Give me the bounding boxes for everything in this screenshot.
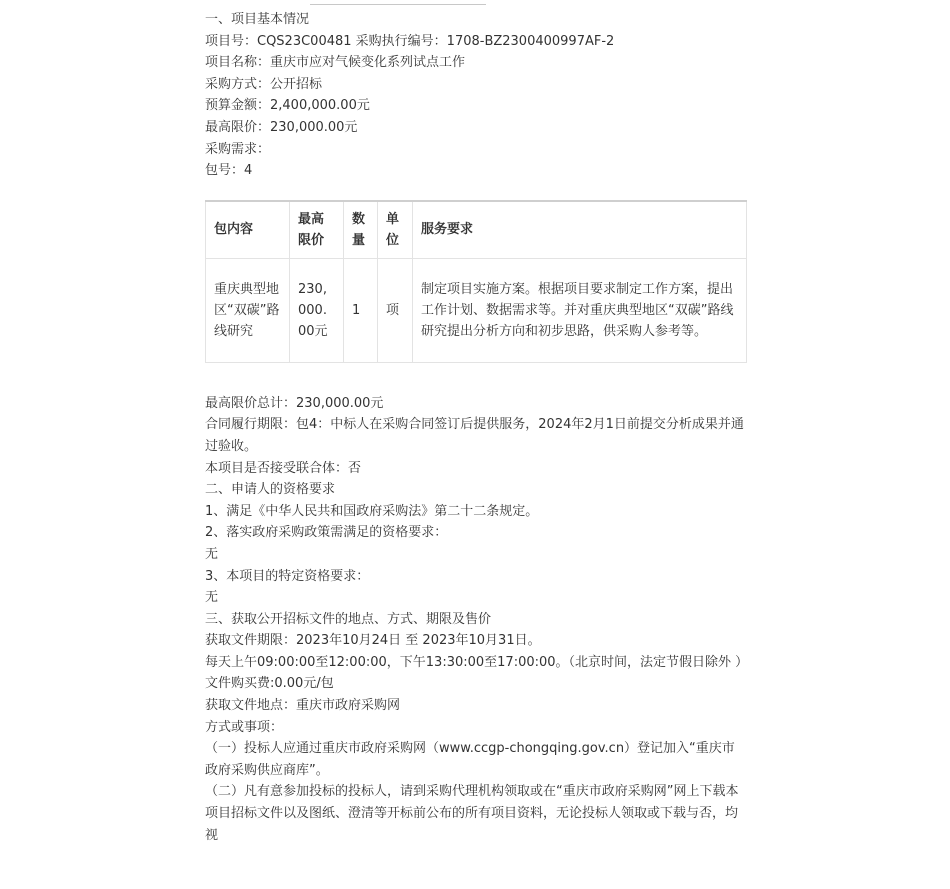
contract-period: 合同履行期限：包4：中标人在采购合同签订后提供服务，2024年2月1日前提交分析成果并通过验收。: [205, 417, 744, 454]
section1-heading: 一、项目基本情况: [205, 12, 310, 27]
table-header-row: [206, 201, 747, 259]
cell-unit: 项: [378, 258, 413, 362]
consortium-accepted: 本项目是否接受联合体：否: [205, 460, 362, 476]
qualification-item3: 3、本项目的特定资格要求：: [205, 568, 370, 584]
requirements-table: [205, 200, 747, 363]
cell-quantity: 1: [344, 258, 378, 362]
document-location: 获取文件地点：重庆市政府采购网: [205, 698, 401, 714]
max-price-total: 最高限价总计：230,000.00元: [205, 395, 384, 411]
announcement-body: [205, 9, 749, 846]
budget-amount: 预算金额：2,400,000.00元: [205, 98, 370, 114]
table-row: [206, 258, 747, 362]
header-quantity: 数量: [344, 201, 378, 259]
daily-hours: 每天上午09:00:00至12:00:00，下午13:30:00至17:00:00。（北京时间，法定节假日除外 ）: [205, 654, 749, 670]
requirements-label: 采购需求：: [205, 141, 271, 157]
document-price: 文件购买费:0.00元/包: [205, 676, 334, 692]
package-number: 包号：4: [205, 163, 253, 179]
header-requirements: 服务要求: [413, 201, 747, 259]
header-unit: 单位: [378, 201, 413, 259]
method-note2: （二）凡有意参加投标的投标人，请到采购代理机构领取或在“重庆市政府采购网”网上下载本项目招标文件以及图纸、澄清等开标前公布的所有项目资料，无论投标人领取或下载与否，均视: [205, 784, 739, 843]
cell-max-price: 230,000.00元: [290, 258, 344, 362]
section2-heading: 二、申请人的资格要求: [205, 482, 336, 498]
qualification-item2: 2、落实政府采购政策需满足的资格要求：: [205, 525, 448, 541]
project-number: 项目号：CQS23C00481 采购执行编号：1708-BZ2300400997AF-2: [205, 33, 615, 49]
section3-heading: 三、获取公开招标文件的地点、方式、期限及售价: [205, 611, 492, 627]
procurement-method: 采购方式：公开招标: [205, 76, 323, 92]
cell-content: 重庆典型地区“双碳”路线研究: [206, 258, 290, 362]
method-note1: （一）投标人应通过重庆市政府采购网（www.ccgp-chongqing.gov.cn）登记加入“重庆市政府采购供应商库”。: [205, 741, 735, 778]
document-period: 获取文件期限：2023年10月24日 至 2023年10月31日。: [205, 633, 541, 649]
max-price: 最高限价：230,000.00元: [205, 119, 358, 135]
requirements-table-wrapper: [205, 200, 746, 363]
header-content: 包内容: [206, 201, 290, 259]
qualification-item1: 1、满足《中华人民共和国政府采购法》第二十二条规定。: [205, 503, 539, 519]
qualification-item3-value: 无: [205, 590, 219, 606]
top-divider: [310, 4, 486, 5]
project-name: 项目名称：重庆市应对气候变化系列试点工作: [205, 55, 466, 71]
cell-requirements: 制定项目实施方案。根据项目要求制定工作方案，提出工作计划、数据需求等。并对重庆典型地区“双碳”路线研究提出分析方向和初步思路，供采购人参考等。: [413, 258, 747, 362]
header-max-price: 最高限价: [290, 201, 344, 259]
qualification-item2-value: 无: [205, 546, 219, 562]
method-label: 方式或事项：: [205, 719, 284, 735]
